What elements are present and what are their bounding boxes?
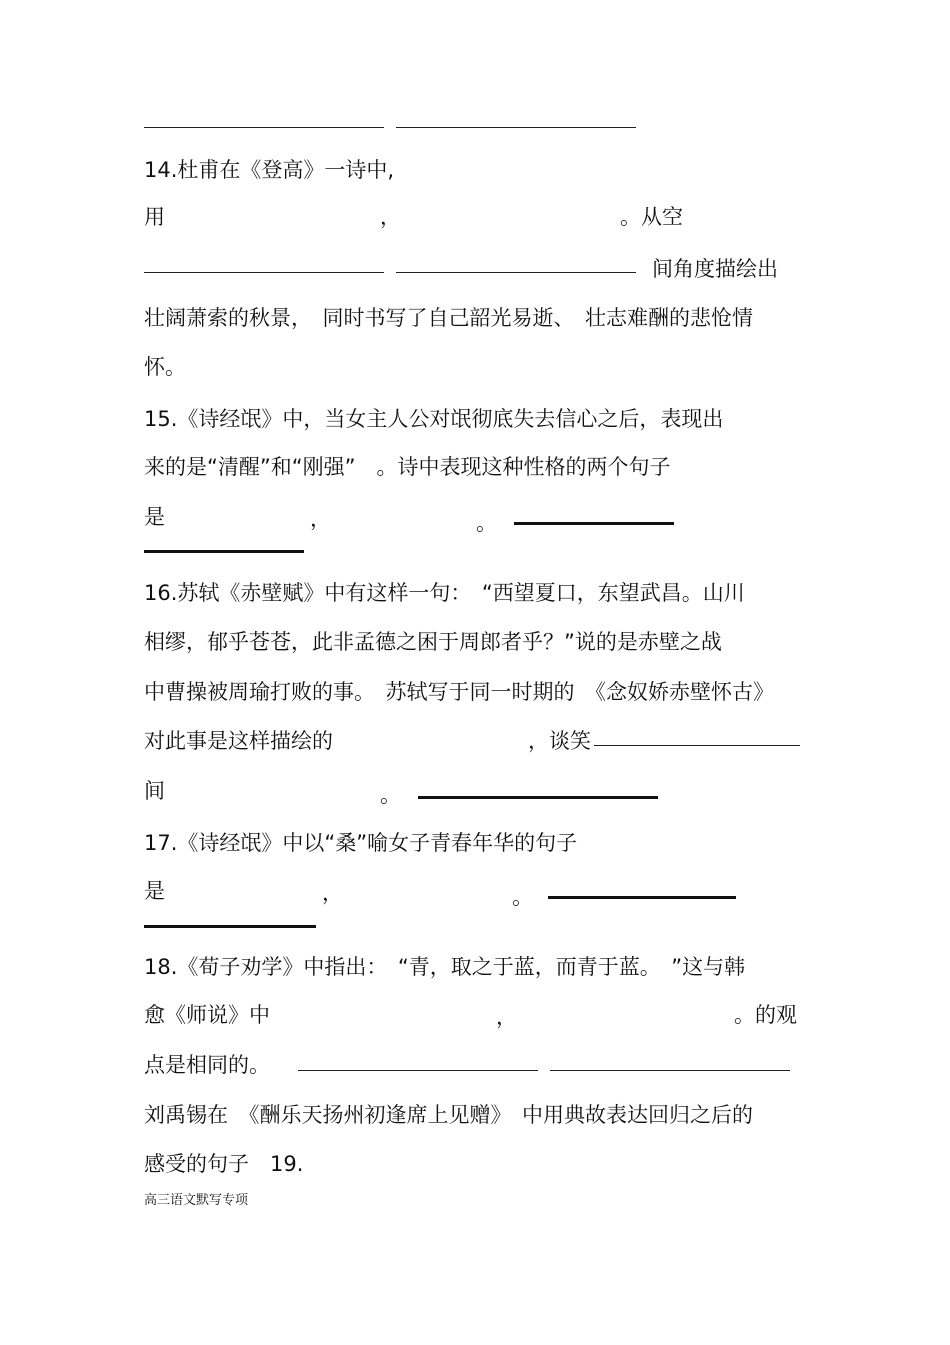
question-18-text: 愈《师说》中 — [144, 1003, 270, 1027]
question-19-text: 感受的句子 19. — [144, 1152, 304, 1176]
question-15-text: 来的是“清醒”和“刚强” 。诗中表现这种性格的两个句子 — [144, 455, 671, 479]
question-17-text: 是 — [144, 879, 165, 903]
answer-blank — [548, 896, 736, 899]
question-16-period: 。 — [380, 783, 401, 807]
question-14-comma: ， — [380, 205, 401, 229]
question-16-text: 相缪，郁乎苍苍，此非孟德之困于周郎者乎？”说的是赤壁之战 — [144, 630, 722, 654]
answer-blank — [144, 127, 384, 128]
answer-blank — [550, 1070, 790, 1071]
question-16-text: 对此事是这样描绘的 — [144, 729, 333, 753]
question-14-intro: 14.杜甫在《登高》一诗中, — [144, 158, 395, 182]
answer-blank — [396, 272, 636, 273]
question-14-text: 怀。 — [144, 355, 186, 379]
question-17-period: 。 — [512, 885, 533, 909]
question-15-text: 是 — [144, 505, 165, 529]
question-18-text: 。的观 — [734, 1003, 797, 1027]
question-16-text: ，谈笑 — [528, 729, 591, 753]
question-17-text: 17.《诗经氓》中以“桑”喻女子青春年华的句子 — [144, 831, 578, 855]
question-15-period: 。 — [476, 511, 497, 535]
question-16-text: 间 — [144, 779, 165, 803]
question-16-text: 中曹操被周瑜打败的事。 苏轼写于同一时期的 《念奴娇赤壁怀古》 — [144, 680, 774, 704]
question-18-comma: ， — [496, 1005, 517, 1029]
question-15-text: 15.《诗经氓》中，当女主人公对氓彻底失去信心之后，表现出 — [144, 407, 724, 431]
question-17-comma: ， — [322, 881, 343, 905]
answer-blank — [396, 127, 636, 128]
question-19-text: 刘禹锡在 《酬乐天扬州初逢席上见赠》 中用典故表达回归之后的 — [144, 1103, 753, 1127]
answer-blank — [144, 272, 384, 273]
question-14-text: 用 — [144, 205, 165, 229]
answer-blank — [298, 1070, 538, 1071]
page-footer: 高三语文默写专项 — [144, 1193, 249, 1208]
answer-blank — [144, 925, 316, 928]
question-14-text: 。从空 — [620, 205, 683, 229]
answer-blank — [594, 745, 800, 746]
question-15-comma: ， — [310, 507, 331, 531]
question-18-text: 18.《荀子劝学》中指出： “青，取之于蓝，而青于蓝。 ”这与韩 — [144, 955, 746, 979]
question-14-text: 间角度描绘出 — [652, 257, 778, 281]
answer-blank — [418, 796, 658, 799]
question-16-text: 16.苏轼《赤壁赋》中有这样一句： “西望夏口，东望武昌。山川 — [144, 581, 745, 605]
question-14-text: 壮阔萧索的秋景， 同时书写了自己韶光易逝、 壮志难酬的悲怆情 — [144, 306, 753, 330]
answer-blank — [144, 550, 304, 553]
answer-blank — [514, 522, 674, 525]
question-18-text: 点是相同的。 — [144, 1053, 270, 1077]
